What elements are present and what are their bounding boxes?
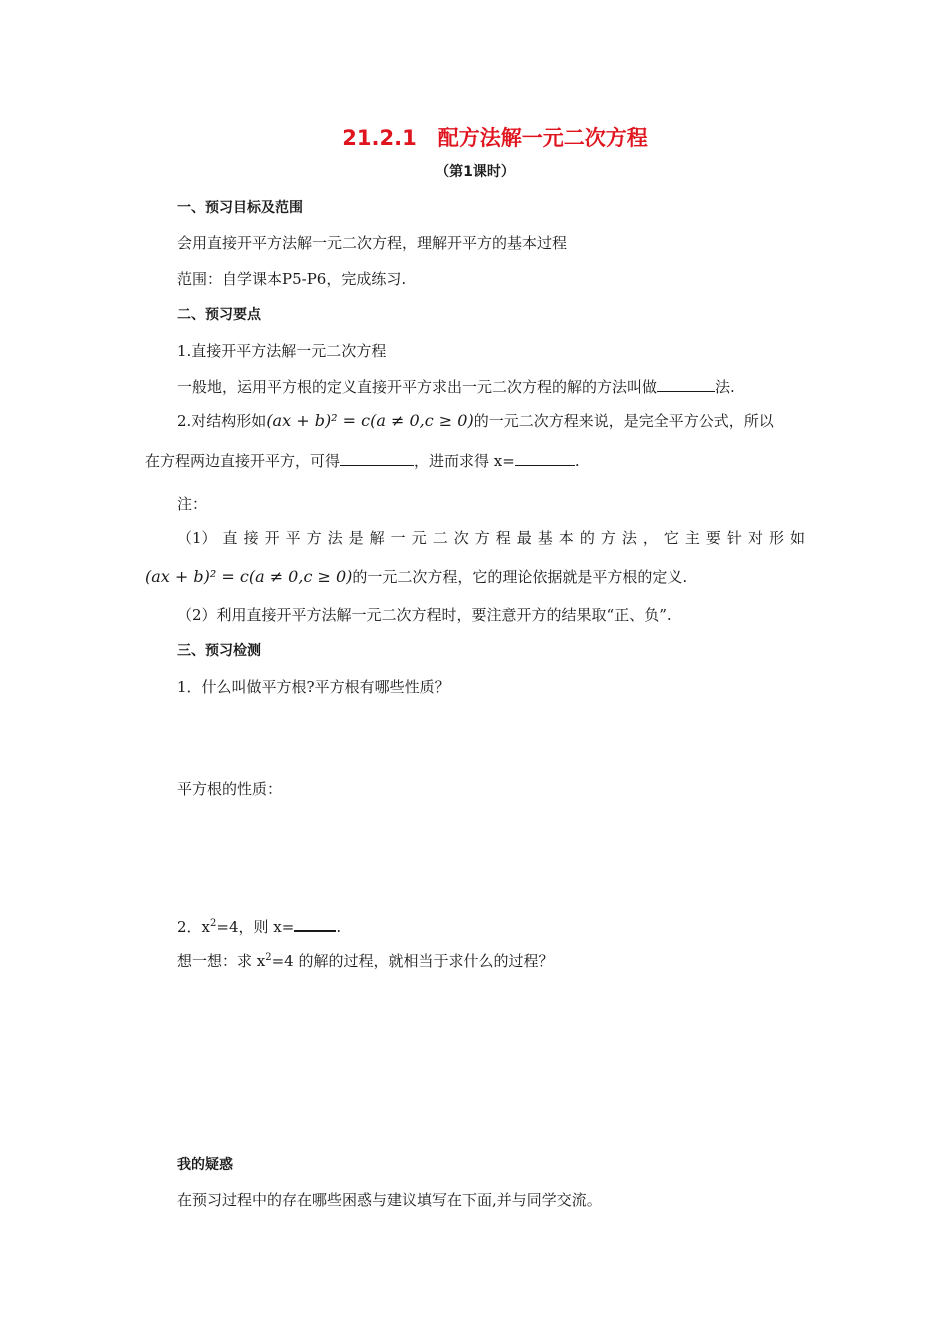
section1-heading: 一、预习目标及范围: [177, 200, 303, 216]
think-a: 想一想：求 x: [177, 952, 266, 970]
note1-char: 如: [789, 529, 805, 547]
section2-heading: 二、预习要点: [177, 307, 261, 323]
note1-char: 平: [285, 529, 301, 547]
question-2-b: =4，则 x=: [216, 918, 295, 936]
question-2-c: .: [336, 918, 342, 936]
point1-text-a: 一般地，运用平方根的定义直接开平方求出一元二次方程的解的方法叫做: [177, 378, 658, 396]
point1-text: [177, 377, 735, 397]
question-1-property: 平方根的性质：: [177, 780, 283, 798]
point1-title: 1.直接开平方法解一元二次方程: [177, 342, 387, 360]
answer-blank[interactable]: [657, 377, 715, 392]
note1-char: 针: [726, 529, 742, 547]
point2-line2-c: .: [574, 452, 580, 470]
note1-char: 的: [579, 529, 595, 547]
note1-char: 方: [474, 529, 490, 547]
note1-char: 方: [600, 529, 616, 547]
note1-char: 次: [453, 529, 469, 547]
note1-char: 法: [327, 529, 343, 547]
note1-formula: (ax + b)² = c(a ≠ 0,c ≥ 0): [145, 567, 353, 586]
note1-char: 法: [621, 529, 637, 547]
note1-char: ，: [642, 529, 658, 547]
note1-char: 要: [705, 529, 721, 547]
note1-char: 解: [369, 529, 385, 547]
point1-text-b: 法.: [715, 378, 735, 396]
note1-char: 形: [768, 529, 784, 547]
note1-char: 接: [243, 529, 259, 547]
note1-suffix: 的一元二次方程，它的理论依据就是平方根的定义.: [352, 568, 688, 586]
section3-heading: 三、预习检测: [177, 643, 261, 659]
question-2: [177, 916, 341, 937]
note1-char: 方: [306, 529, 322, 547]
document-title: 21.2.1 配方法解一元二次方程: [342, 126, 648, 150]
question-2-sup: 2: [210, 918, 217, 929]
note1-char: 最: [516, 529, 532, 547]
point2-line1: [177, 411, 774, 431]
doubts-text: 在预习过程中的存在哪些困惑与建议填写在下面,并与同学交流。: [177, 1191, 602, 1209]
question-2-a: 2．x: [177, 918, 211, 936]
answer-blank[interactable]: [294, 916, 336, 932]
point2-line2-b: ，进而求得 x=: [414, 452, 515, 470]
point2-suffix: 的一元二次方程来说，是完全平方公式，所以: [473, 412, 774, 430]
note1-char: （1）: [177, 529, 217, 547]
note1-char: 直: [222, 529, 238, 547]
document-subtitle: （第1课时）: [435, 164, 515, 180]
point2-prefix: 2.对结构形如: [177, 412, 267, 430]
note1-char: 基: [537, 529, 553, 547]
section1-scope: 范围：自学课本P5-P6，完成练习.: [177, 270, 407, 288]
note1-char: 对: [747, 529, 763, 547]
note1-char: 是: [348, 529, 364, 547]
note1-char: 主: [684, 529, 700, 547]
think-b: =4 的解的过程，就相当于求什么的过程？: [271, 952, 554, 970]
think-question: [177, 951, 554, 971]
note1-char: 二: [432, 529, 448, 547]
note1-line1: [177, 528, 805, 548]
point2-formula: (ax + b)² = c(a ≠ 0,c ≥ 0): [266, 411, 474, 430]
note1-char: 一: [390, 529, 406, 547]
note1-char: 本: [558, 529, 574, 547]
note1-char: 它: [663, 529, 679, 547]
point2-line2-a: 在方程两边直接开平方，可得: [145, 452, 341, 470]
answer-blank[interactable]: [515, 451, 575, 466]
note1-line2: [145, 567, 687, 587]
note1-char: 开: [264, 529, 280, 547]
note1-char: 元: [411, 529, 427, 547]
doubts-heading: 我的疑惑: [177, 1157, 233, 1173]
note-label: 注：: [177, 495, 208, 513]
question-1: 1．什么叫做平方根?平方根有哪些性质？: [177, 678, 450, 696]
answer-blank[interactable]: [340, 451, 414, 466]
note1-char: 程: [495, 529, 511, 547]
point2-line2: [145, 451, 580, 471]
note2: （2）利用直接开平方法解一元二次方程时，要注意开方的结果取“正、负”.: [177, 606, 672, 624]
section1-goal: 会用直接开平方法解一元二次方程，理解开平方的基本过程: [177, 234, 568, 252]
think-sup: 2: [265, 952, 272, 963]
